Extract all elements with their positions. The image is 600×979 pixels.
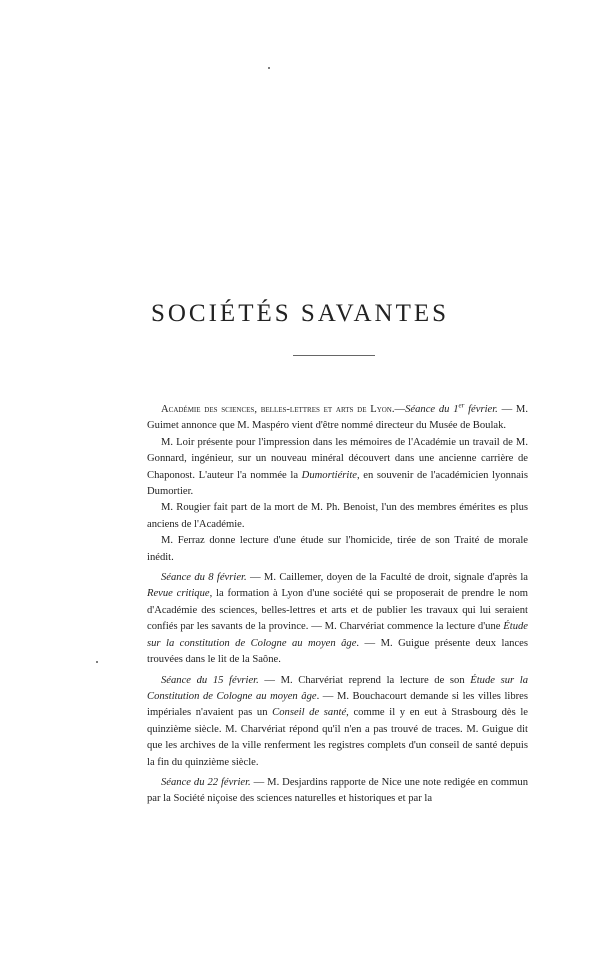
paragraph-text: . — M. Bouchacourt demande si les villes libres impériales n'avaient pas un [147,690,528,719]
paragraph-text: — M. Guimet annonce que M. Maspéro vient d'être nommé directeur du Musée de Boulak. [147,404,528,432]
session-date: Séance du 22 février. [161,776,251,788]
dash: — [394,404,406,415]
paragraph [147,673,528,771]
work-title: Étude sur la Constitution de Cologne au moyen âge [147,674,529,702]
paragraph [147,775,528,808]
paragraph-text: , la formation à Lyon d'une société qui se proposerait de prendre le nom d'Académie des sciences, belles-lettres et arts et de publier les travaux qui lui seraient confiés par les savants de la province. — M. Charvériat commence la lecture d'une [147,588,528,633]
paragraph [147,435,528,501]
mineral-name: Dumortiérite [301,469,357,481]
paragraph-text: , comme il y en eut à Strasbourg dès le quinzième siècle. M. Charvériat répond qu'il n'en a pas trouvé de traces. M. Guigue dit que les archives de la ville renferment les registres complets d'un conseil de santé depuis la fin du quinzième siècle. [147,707,528,768]
article-body [147,402,528,808]
title-rule [293,355,375,356]
session-date-text: février. [464,404,498,415]
session-date [405,401,498,415]
work-title: Étude sur la constitution de Cologne au moyen âge [147,621,528,649]
paragraph-text: — M. Charvériat reprend la lecture de son [258,674,471,686]
paragraph-text: — M. Desjardins rapporte de Nice une note redigée en commun par la Société niçoise des sciences naturelles et historiques et par la [147,776,529,805]
council-name: Conseil de santé [272,707,347,719]
page-title: SOCIÉTÉS SAVANTES [150,300,450,327]
paragraph-text: . — M. Guigue présente deux lances trouvées dans le lit de la Saône. [147,637,528,666]
paragraph [147,570,528,668]
paragraph: M. Ferraz donne lecture d'une étude sur l'homicide, tirée de son Traité de morale inédit. [147,535,528,563]
paragraph-text: , en souvenir de l'académicien lyonnais Dumortier. [147,469,528,498]
paragraph-text: — M. Caillemer, doyen de la Faculté de droit, signale d'après la [246,572,528,584]
ink-speck [96,661,98,663]
paragraph [147,402,528,435]
paragraph-text: M. Loir présente pour l'impression dans les mémoires de l'Académie un travail de M. Gonnard, ingénieur, sur un nouveau minéral découvert dans une ancienne carrière de Chaponost. L'auteur l'a nommée la [147,436,528,481]
paragraph: M. Rougier fait part de la mort de M. Ph. Benoist, l'un des membres émérites es plus anciens de l'Académie. [147,502,528,530]
society-name: Académie des sciences, belles-lettres et arts de Lyon. [161,404,395,415]
session-date: Séance du 8 février. [161,572,247,584]
ink-speck [268,67,270,69]
session-date-text: Séance du 1 [405,404,459,415]
publication-title: Revue critique [147,588,210,600]
superscript: er [458,401,465,410]
session-date: Séance du 15 février. [161,674,259,686]
